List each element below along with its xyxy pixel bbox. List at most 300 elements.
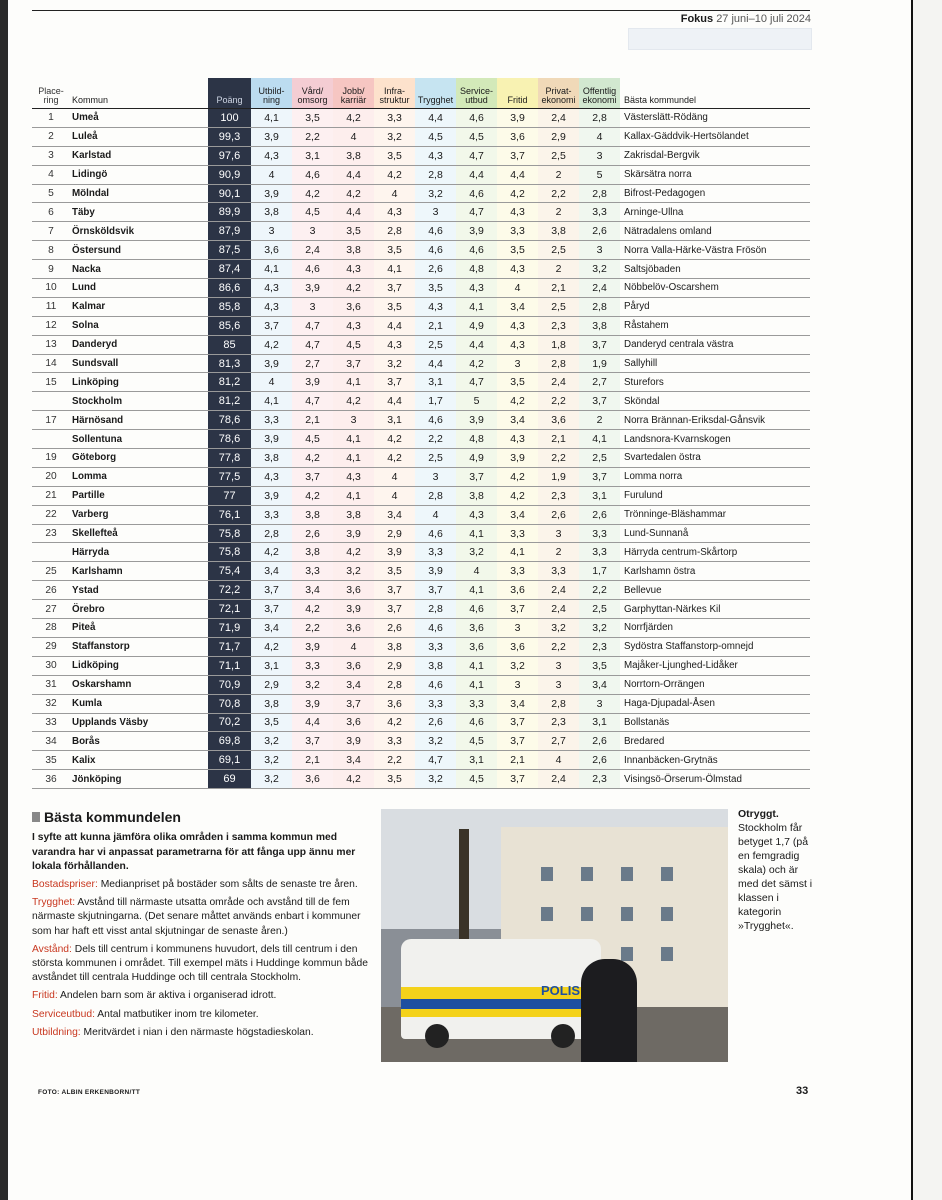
table-row xyxy=(32,524,810,543)
cell-jobb-karriar: 4,1 xyxy=(333,486,374,505)
cell-fritid: 3,7 xyxy=(497,732,538,751)
cell-placering: 13 xyxy=(32,335,70,354)
cell-trygghet: 4,6 xyxy=(415,524,456,543)
cell-poang: 69 xyxy=(208,770,251,789)
table-row xyxy=(32,732,810,751)
cell-placering: 19 xyxy=(32,449,70,468)
info-item xyxy=(32,1008,370,1022)
table-row xyxy=(32,751,810,770)
cell-vard-omsorg: 2,2 xyxy=(292,619,333,638)
cell-vard-omsorg: 3,4 xyxy=(292,581,333,600)
cell-placering: 30 xyxy=(32,656,70,675)
cell-offentlig-ekonomi: 3 xyxy=(579,146,620,165)
caption-title: Otryggt. xyxy=(738,808,779,820)
cell-offentlig-ekonomi: 2,5 xyxy=(579,600,620,619)
cell-serviceutbud: 4,6 xyxy=(456,184,497,203)
cell-jobb-karriar: 3,9 xyxy=(333,524,374,543)
cell-fritid: 4,3 xyxy=(497,430,538,449)
cell-placering: 8 xyxy=(32,241,70,260)
cell-kommun: Umeå xyxy=(70,109,208,128)
window xyxy=(621,867,633,881)
cell-vard-omsorg: 3,7 xyxy=(292,732,333,751)
cell-poang: 70,2 xyxy=(208,713,251,732)
header-kommun: Kommun xyxy=(72,95,109,106)
cell-fritid: 3,9 xyxy=(497,109,538,128)
info-items xyxy=(32,878,370,1040)
cell-serviceutbud: 4,6 xyxy=(456,109,497,128)
cell-serviceutbud: 3,6 xyxy=(456,619,497,638)
cell-jobb-karriar: 3,6 xyxy=(333,581,374,600)
cell-poang: 81,2 xyxy=(208,373,251,392)
cell-privatekonomi: 2 xyxy=(538,543,579,562)
cell-basta-kommundel: Norra Valla-Härke-Västra Frösön xyxy=(620,241,810,260)
table-row xyxy=(32,656,810,675)
cell-privatekonomi: 3 xyxy=(538,524,579,543)
cell-kommun: Jönköping xyxy=(70,770,208,789)
cell-utbildning: 3,8 xyxy=(251,449,292,468)
cell-fritid: 3,7 xyxy=(497,713,538,732)
cell-basta-kommundel: Norra Brännan-Eriksdal-Gånsvik xyxy=(620,411,810,430)
cell-vard-omsorg: 4,7 xyxy=(292,392,333,411)
cell-vard-omsorg: 3 xyxy=(292,297,333,316)
cell-offentlig-ekonomi: 2,8 xyxy=(579,297,620,316)
info-item xyxy=(32,878,370,892)
cell-kommun: Luleå xyxy=(70,127,208,146)
info-box xyxy=(32,808,370,1044)
cell-placering: 33 xyxy=(32,713,70,732)
cell-offentlig-ekonomi: 2,4 xyxy=(579,279,620,298)
header-vard-omsorg: Vård/ omsorg xyxy=(292,78,333,109)
cell-vard-omsorg: 3,8 xyxy=(292,543,333,562)
cell-poang: 72,2 xyxy=(208,581,251,600)
cell-fritid: 2,1 xyxy=(497,751,538,770)
cell-infrastruktur: 3,2 xyxy=(374,354,415,373)
table-row xyxy=(32,297,810,316)
table-row xyxy=(32,619,810,638)
cell-fritid: 3,4 xyxy=(497,297,538,316)
header-poang: Poäng xyxy=(208,78,251,109)
table-row xyxy=(32,203,810,222)
info-item xyxy=(32,989,370,1003)
cell-kommun: Borås xyxy=(70,732,208,751)
cell-infrastruktur: 2,6 xyxy=(374,619,415,638)
cell-infrastruktur: 3,3 xyxy=(374,109,415,128)
cell-placering: 15 xyxy=(32,373,70,392)
cell-trygghet: 2,6 xyxy=(415,260,456,279)
cell-jobb-karriar: 3,4 xyxy=(333,675,374,694)
cell-trygghet: 1,7 xyxy=(415,392,456,411)
cell-vard-omsorg: 4,2 xyxy=(292,600,333,619)
cell-privatekonomi: 3,2 xyxy=(538,619,579,638)
cell-utbildning: 3,7 xyxy=(251,581,292,600)
cell-utbildning: 3,5 xyxy=(251,713,292,732)
table-row xyxy=(32,354,810,373)
cell-infrastruktur: 2,8 xyxy=(374,222,415,241)
cell-kommun: Örnsköldsvik xyxy=(70,222,208,241)
table-row xyxy=(32,109,810,128)
cell-vard-omsorg: 4,6 xyxy=(292,260,333,279)
cell-utbildning: 4,3 xyxy=(251,279,292,298)
cell-trygghet: 3,2 xyxy=(415,184,456,203)
cell-offentlig-ekonomi: 3,3 xyxy=(579,524,620,543)
cell-vard-omsorg: 3,7 xyxy=(292,467,333,486)
cell-privatekonomi: 3 xyxy=(538,656,579,675)
cell-infrastruktur: 3,2 xyxy=(374,127,415,146)
section-marker-icon xyxy=(32,812,40,822)
cell-fritid: 4,3 xyxy=(497,260,538,279)
cell-jobb-karriar: 3,8 xyxy=(333,146,374,165)
cell-fritid: 4,1 xyxy=(497,543,538,562)
cell-trygghet: 2,2 xyxy=(415,430,456,449)
cell-placering: 9 xyxy=(32,260,70,279)
cell-serviceutbud: 3,9 xyxy=(456,411,497,430)
cell-kommun: Östersund xyxy=(70,241,208,260)
cell-poang: 75,8 xyxy=(208,524,251,543)
cell-privatekonomi: 2,4 xyxy=(538,581,579,600)
cell-utbildning: 4 xyxy=(251,165,292,184)
cell-infrastruktur: 4 xyxy=(374,467,415,486)
cell-fritid: 3,6 xyxy=(497,637,538,656)
cell-vard-omsorg: 3,6 xyxy=(292,770,333,789)
cell-fritid: 3,2 xyxy=(497,656,538,675)
cell-vard-omsorg: 4,2 xyxy=(292,486,333,505)
table-row xyxy=(32,675,810,694)
cell-placering: 5 xyxy=(32,184,70,203)
cell-basta-kommundel: Sydöstra Staffanstorp-omnejd xyxy=(620,637,810,656)
cell-basta-kommundel: Västerslätt-Rödäng xyxy=(620,109,810,128)
cell-trygghet: 3,1 xyxy=(415,373,456,392)
cell-trygghet: 3,2 xyxy=(415,732,456,751)
header-privatekonomi: Privat-ekonomi xyxy=(538,78,579,109)
cell-poang: 78,6 xyxy=(208,430,251,449)
header-utbildning: Utbild-ning xyxy=(251,78,292,109)
cell-jobb-karriar: 3,8 xyxy=(333,505,374,524)
cell-infrastruktur: 2,9 xyxy=(374,524,415,543)
cell-offentlig-ekonomi: 3,3 xyxy=(579,543,620,562)
cell-poang: 85,8 xyxy=(208,297,251,316)
cell-privatekonomi: 3,8 xyxy=(538,222,579,241)
cell-offentlig-ekonomi: 3,7 xyxy=(579,392,620,411)
cell-utbildning: 4,3 xyxy=(251,297,292,316)
cell-poang: 86,6 xyxy=(208,279,251,298)
cell-basta-kommundel: Sturefors xyxy=(620,373,810,392)
header-offentlig-ekonomi: Offentlig ekonomi xyxy=(579,78,620,109)
cell-poang: 90,9 xyxy=(208,165,251,184)
cell-privatekonomi: 2,8 xyxy=(538,694,579,713)
cell-utbildning: 3,2 xyxy=(251,732,292,751)
table-row xyxy=(32,600,810,619)
cell-fritid: 3 xyxy=(497,619,538,638)
table-row xyxy=(32,562,810,581)
cell-utbildning: 3,9 xyxy=(251,184,292,203)
cell-offentlig-ekonomi: 4,1 xyxy=(579,430,620,449)
cell-placering: 21 xyxy=(32,486,70,505)
cell-kommun: Piteå xyxy=(70,619,208,638)
cell-infrastruktur: 3,5 xyxy=(374,241,415,260)
cell-serviceutbud: 4,9 xyxy=(456,316,497,335)
cell-fritid: 4,2 xyxy=(497,467,538,486)
cell-fritid: 4,3 xyxy=(497,316,538,335)
cell-serviceutbud: 3,1 xyxy=(456,751,497,770)
cell-serviceutbud: 5 xyxy=(456,392,497,411)
cell-placering: 17 xyxy=(32,411,70,430)
issue-date: 27 juni–10 juli 2024 xyxy=(716,13,811,25)
cell-jobb-karriar: 4,1 xyxy=(333,430,374,449)
cell-utbildning: 3,8 xyxy=(251,694,292,713)
table-row xyxy=(32,184,810,203)
cell-serviceutbud: 4,7 xyxy=(456,203,497,222)
cell-utbildning: 3,7 xyxy=(251,316,292,335)
cell-basta-kommundel: Råstahem xyxy=(620,316,810,335)
cell-offentlig-ekonomi: 1,9 xyxy=(579,354,620,373)
info-title: Bästa kommundelen xyxy=(44,809,181,825)
cell-kommun: Lidköping xyxy=(70,656,208,675)
cell-trygghet: 3 xyxy=(415,467,456,486)
cell-serviceutbud: 4,8 xyxy=(456,430,497,449)
cell-basta-kommundel: Sköndal xyxy=(620,392,810,411)
info-item-text: Dels till centrum i kommunens huvudort, dels till centrum i den största kommunen i området. Till exempel mäts i Huddinge kommun både avståndet till centrala Huddinge och till centrala Stockholm. xyxy=(32,943,368,984)
table-row xyxy=(32,543,810,562)
cell-infrastruktur: 3,4 xyxy=(374,505,415,524)
cell-offentlig-ekonomi: 3,4 xyxy=(579,675,620,694)
cell-serviceutbud: 4,8 xyxy=(456,260,497,279)
cell-poang: 77 xyxy=(208,486,251,505)
table-row xyxy=(32,279,810,298)
cell-basta-kommundel: Furulund xyxy=(620,486,810,505)
cell-infrastruktur: 3,9 xyxy=(374,543,415,562)
cell-placering: 27 xyxy=(32,600,70,619)
page-number: 33 xyxy=(796,1085,809,1097)
cell-serviceutbud: 4,5 xyxy=(456,127,497,146)
cell-infrastruktur: 3,5 xyxy=(374,146,415,165)
cell-utbildning: 3,8 xyxy=(251,203,292,222)
window xyxy=(621,947,633,961)
cell-offentlig-ekonomi: 3,7 xyxy=(579,467,620,486)
info-item xyxy=(32,1026,370,1040)
cell-kommun: Varberg xyxy=(70,505,208,524)
cell-fritid: 3,6 xyxy=(497,127,538,146)
cell-jobb-karriar: 3,9 xyxy=(333,600,374,619)
cell-poang: 85 xyxy=(208,335,251,354)
cell-trygghet: 2,8 xyxy=(415,486,456,505)
cell-poang: 70,8 xyxy=(208,694,251,713)
cell-offentlig-ekonomi: 2,6 xyxy=(579,505,620,524)
cell-infrastruktur: 4 xyxy=(374,184,415,203)
cell-fritid: 3,5 xyxy=(497,373,538,392)
cell-fritid: 4,4 xyxy=(497,165,538,184)
cell-trygghet: 4,7 xyxy=(415,751,456,770)
cell-infrastruktur: 4,2 xyxy=(374,449,415,468)
cell-vard-omsorg: 3,3 xyxy=(292,656,333,675)
cell-kommun: Stockholm xyxy=(70,392,208,411)
cell-serviceutbud: 4,1 xyxy=(456,675,497,694)
cell-trygghet: 4,4 xyxy=(415,354,456,373)
cell-trygghet: 3,9 xyxy=(415,562,456,581)
cell-trygghet: 2,5 xyxy=(415,335,456,354)
cell-serviceutbud: 4 xyxy=(456,562,497,581)
cell-placering: 10 xyxy=(32,279,70,298)
cell-privatekonomi: 1,9 xyxy=(538,467,579,486)
cell-utbildning: 4,3 xyxy=(251,146,292,165)
cell-kommun: Härryda xyxy=(70,543,208,562)
cell-fritid: 3,3 xyxy=(497,222,538,241)
cell-jobb-karriar: 4 xyxy=(333,127,374,146)
cell-jobb-karriar: 4,3 xyxy=(333,260,374,279)
cell-trygghet: 4,6 xyxy=(415,675,456,694)
cell-basta-kommundel: Skärsätra norra xyxy=(620,165,810,184)
cell-placering: 11 xyxy=(32,297,70,316)
cell-basta-kommundel: Majåker-Ljunghed-Lidåker xyxy=(620,656,810,675)
cell-serviceutbud: 4,5 xyxy=(456,732,497,751)
info-item xyxy=(32,943,370,986)
cell-privatekonomi: 2,4 xyxy=(538,373,579,392)
cell-utbildning: 3,9 xyxy=(251,430,292,449)
cell-privatekonomi: 2,8 xyxy=(538,354,579,373)
cell-offentlig-ekonomi: 1,7 xyxy=(579,562,620,581)
caption-text: Stockholm får betyget 1,7 (på en femgradig skala) och är med det sämst i klassen i kategorin »Trygghet«. xyxy=(738,821,813,932)
cell-vard-omsorg: 2,2 xyxy=(292,127,333,146)
cell-offentlig-ekonomi: 3,2 xyxy=(579,619,620,638)
cell-vard-omsorg: 3,9 xyxy=(292,373,333,392)
cell-placering: 20 xyxy=(32,467,70,486)
cell-jobb-karriar: 4,2 xyxy=(333,279,374,298)
table-row xyxy=(32,373,810,392)
cell-placering xyxy=(32,430,70,449)
cell-kommun: Skellefteå xyxy=(70,524,208,543)
cell-privatekonomi: 2,5 xyxy=(538,146,579,165)
photo-credit: FOTO: ALBIN ERKENBORN/TT xyxy=(38,1089,141,1096)
cell-fritid: 4,2 xyxy=(497,184,538,203)
cell-placering: 31 xyxy=(32,675,70,694)
window xyxy=(581,907,593,921)
cell-poang: 81,2 xyxy=(208,392,251,411)
cell-jobb-karriar: 4,4 xyxy=(333,203,374,222)
cell-serviceutbud: 4,3 xyxy=(456,279,497,298)
cell-poang: 78,6 xyxy=(208,411,251,430)
cell-basta-kommundel: Svartedalen östra xyxy=(620,449,810,468)
window xyxy=(541,867,553,881)
cell-kommun: Nacka xyxy=(70,260,208,279)
cell-serviceutbud: 3,9 xyxy=(456,222,497,241)
cell-trygghet: 3 xyxy=(415,203,456,222)
cell-poang: 72,1 xyxy=(208,600,251,619)
cell-privatekonomi: 2,6 xyxy=(538,505,579,524)
cell-trygghet: 3,3 xyxy=(415,543,456,562)
cell-offentlig-ekonomi: 2,2 xyxy=(579,581,620,600)
cell-poang: 70,9 xyxy=(208,675,251,694)
cell-utbildning: 3,7 xyxy=(251,600,292,619)
info-item-text: Medianpriset på bostäder som sålts de senaste tre åren. xyxy=(100,878,358,890)
cell-poang: 81,3 xyxy=(208,354,251,373)
cell-serviceutbud: 4,2 xyxy=(456,354,497,373)
cell-basta-kommundel: Härryda centrum-Skårtorp xyxy=(620,543,810,562)
info-item-label: Utbildning: xyxy=(32,1026,81,1038)
cell-utbildning: 4,1 xyxy=(251,392,292,411)
table-row xyxy=(32,127,810,146)
cell-kommun: Härnösand xyxy=(70,411,208,430)
cell-jobb-karriar: 4,2 xyxy=(333,543,374,562)
cell-basta-kommundel: Garphyttan-Närkes Kil xyxy=(620,600,810,619)
cell-privatekonomi: 2,1 xyxy=(538,430,579,449)
van-stripe-blue xyxy=(401,999,601,1009)
table-row xyxy=(32,241,810,260)
cell-privatekonomi: 2,2 xyxy=(538,184,579,203)
window xyxy=(661,867,673,881)
cell-jobb-karriar: 4,3 xyxy=(333,467,374,486)
cell-placering xyxy=(32,392,70,411)
cell-poang: 77,8 xyxy=(208,449,251,468)
cell-offentlig-ekonomi: 4 xyxy=(579,127,620,146)
table-row xyxy=(32,165,810,184)
cell-utbildning: 3 xyxy=(251,222,292,241)
cell-infrastruktur: 4,3 xyxy=(374,335,415,354)
cell-jobb-karriar: 3,6 xyxy=(333,297,374,316)
cell-placering: 22 xyxy=(32,505,70,524)
table-row xyxy=(32,637,810,656)
cell-infrastruktur: 3,5 xyxy=(374,562,415,581)
cell-infrastruktur: 4,4 xyxy=(374,392,415,411)
cell-kommun: Kalmar xyxy=(70,297,208,316)
wheel xyxy=(551,1024,575,1048)
cell-privatekonomi: 2,2 xyxy=(538,392,579,411)
cell-trygghet: 4,6 xyxy=(415,619,456,638)
cell-jobb-karriar: 4,2 xyxy=(333,392,374,411)
cell-serviceutbud: 4,4 xyxy=(456,165,497,184)
cell-fritid: 3,6 xyxy=(497,581,538,600)
table-row xyxy=(32,581,810,600)
cell-placering: 3 xyxy=(32,146,70,165)
cell-kommun: Lidingö xyxy=(70,165,208,184)
cell-serviceutbud: 3,7 xyxy=(456,467,497,486)
cell-infrastruktur: 3,8 xyxy=(374,637,415,656)
cell-fritid: 3,5 xyxy=(497,241,538,260)
cell-utbildning: 2,8 xyxy=(251,524,292,543)
cell-trygghet: 3,7 xyxy=(415,581,456,600)
cell-kommun: Upplands Väsby xyxy=(70,713,208,732)
cell-vard-omsorg: 3,3 xyxy=(292,562,333,581)
van-text: POLIS xyxy=(541,983,581,998)
cell-infrastruktur: 3,7 xyxy=(374,279,415,298)
info-item-label: Trygghet: xyxy=(32,897,76,909)
cell-offentlig-ekonomi: 3,7 xyxy=(579,335,620,354)
cell-trygghet: 4 xyxy=(415,505,456,524)
cell-vard-omsorg: 3,9 xyxy=(292,637,333,656)
cell-jobb-karriar: 4,3 xyxy=(333,316,374,335)
info-item-label: Avstånd: xyxy=(32,943,72,955)
cell-serviceutbud: 4,5 xyxy=(456,770,497,789)
ranking-table xyxy=(32,78,810,789)
cell-privatekonomi: 3,6 xyxy=(538,411,579,430)
cell-serviceutbud: 4,1 xyxy=(456,524,497,543)
cell-placering: 2 xyxy=(32,127,70,146)
cell-utbildning: 2,9 xyxy=(251,675,292,694)
cell-basta-kommundel: Arninge-Ullna xyxy=(620,203,810,222)
cell-vard-omsorg: 3,1 xyxy=(292,146,333,165)
cell-jobb-karriar: 4,1 xyxy=(333,373,374,392)
info-item-label: Bostadspriser: xyxy=(32,878,98,890)
cell-basta-kommundel: Innanbäcken-Grytnäs xyxy=(620,751,810,770)
cell-placering: 7 xyxy=(32,222,70,241)
cell-privatekonomi: 2,4 xyxy=(538,600,579,619)
cell-kommun: Oskarshamn xyxy=(70,675,208,694)
police-van xyxy=(401,939,601,1039)
cell-utbildning: 4,1 xyxy=(251,109,292,128)
cell-fritid: 4,3 xyxy=(497,203,538,222)
cell-privatekonomi: 2,4 xyxy=(538,770,579,789)
cell-utbildning: 3,4 xyxy=(251,619,292,638)
cell-privatekonomi: 2,2 xyxy=(538,449,579,468)
cell-infrastruktur: 3,1 xyxy=(374,411,415,430)
